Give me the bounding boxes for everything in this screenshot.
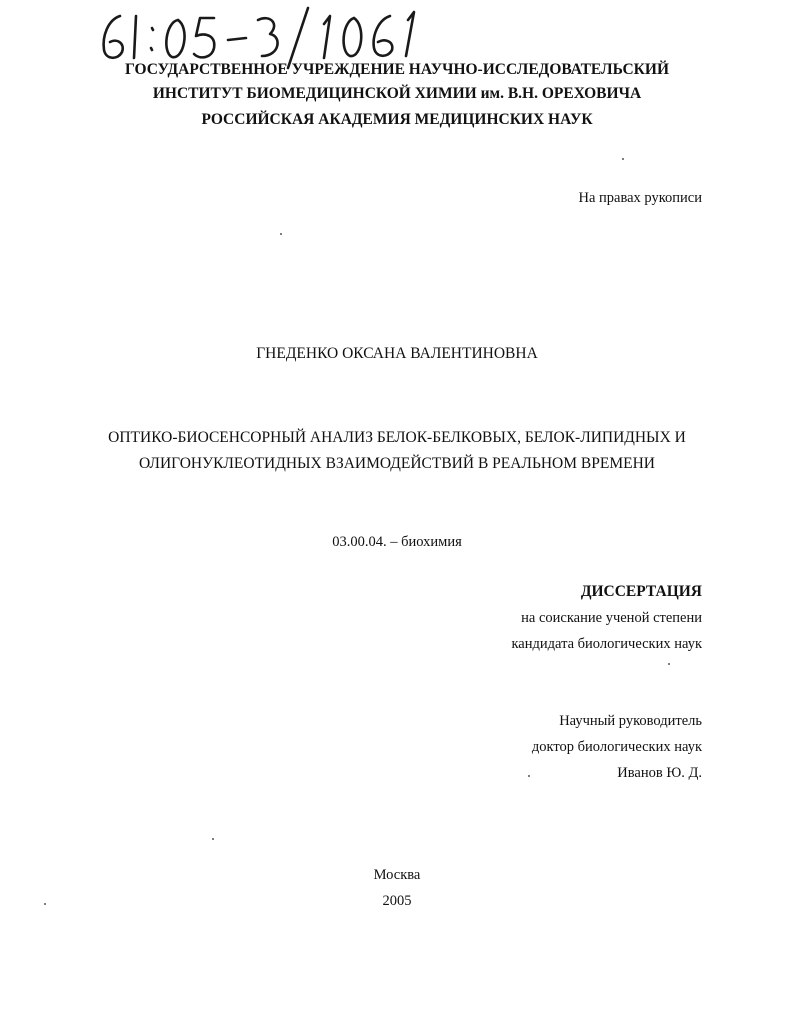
dissertation-heading: ДИССЕРТАЦИЯ xyxy=(580,583,702,600)
institution-line-1: ГОСУДАРСТВЕННОЕ УЧРЕЖДЕНИЕ НАУЧНО-ИССЛЕДОВАТЕЛЬСКИЙ xyxy=(124,61,670,78)
city: Москва xyxy=(373,867,421,883)
manuscript-rights-note: На правах рукописи xyxy=(578,190,702,206)
title-line-2: ОЛИГОНУКЛЕОТИДНЫХ ВЗАИМОДЕЙСТВИЙ В РЕАЛЬНОМ ВРЕМЕНИ xyxy=(139,455,655,472)
author-name: ГНЕДЕНКО ОКСАНА ВАЛЕНТИНОВНА xyxy=(256,345,538,362)
scan-speck xyxy=(44,903,46,905)
scan-speck xyxy=(280,233,282,235)
year: 2005 xyxy=(382,893,412,909)
institution-line-3: РОССИЙСКАЯ АКАДЕМИЯ МЕДИЦИНСКИХ НАУК xyxy=(201,111,593,128)
supervisor-label: Научный руководитель xyxy=(559,713,702,729)
supervisor-degree: доктор биологических наук xyxy=(531,739,702,755)
scan-speck xyxy=(622,158,624,160)
institution-line-2: ИНСТИТУТ БИОМЕДИЦИНСКОЙ ХИМИИ им. В.Н. ОРЕХОВИЧА xyxy=(152,85,642,102)
scan-speck xyxy=(668,663,670,665)
dissertation-line-1: на соискание ученой степени xyxy=(521,610,702,626)
supervisor-name: Иванов Ю. Д. xyxy=(617,765,702,781)
scan-speck xyxy=(212,838,214,840)
dissertation-line-2: кандидата биологических наук xyxy=(511,636,702,652)
specialty-code: 03.00.04. – биохимия xyxy=(332,534,462,550)
title-line-1: ОПТИКО-БИОСЕНСОРНЫЙ АНАЛИЗ БЕЛОК-БЕЛКОВЫХ, БЕЛОК-ЛИПИДНЫХ И xyxy=(108,429,686,446)
scan-speck xyxy=(528,775,530,777)
